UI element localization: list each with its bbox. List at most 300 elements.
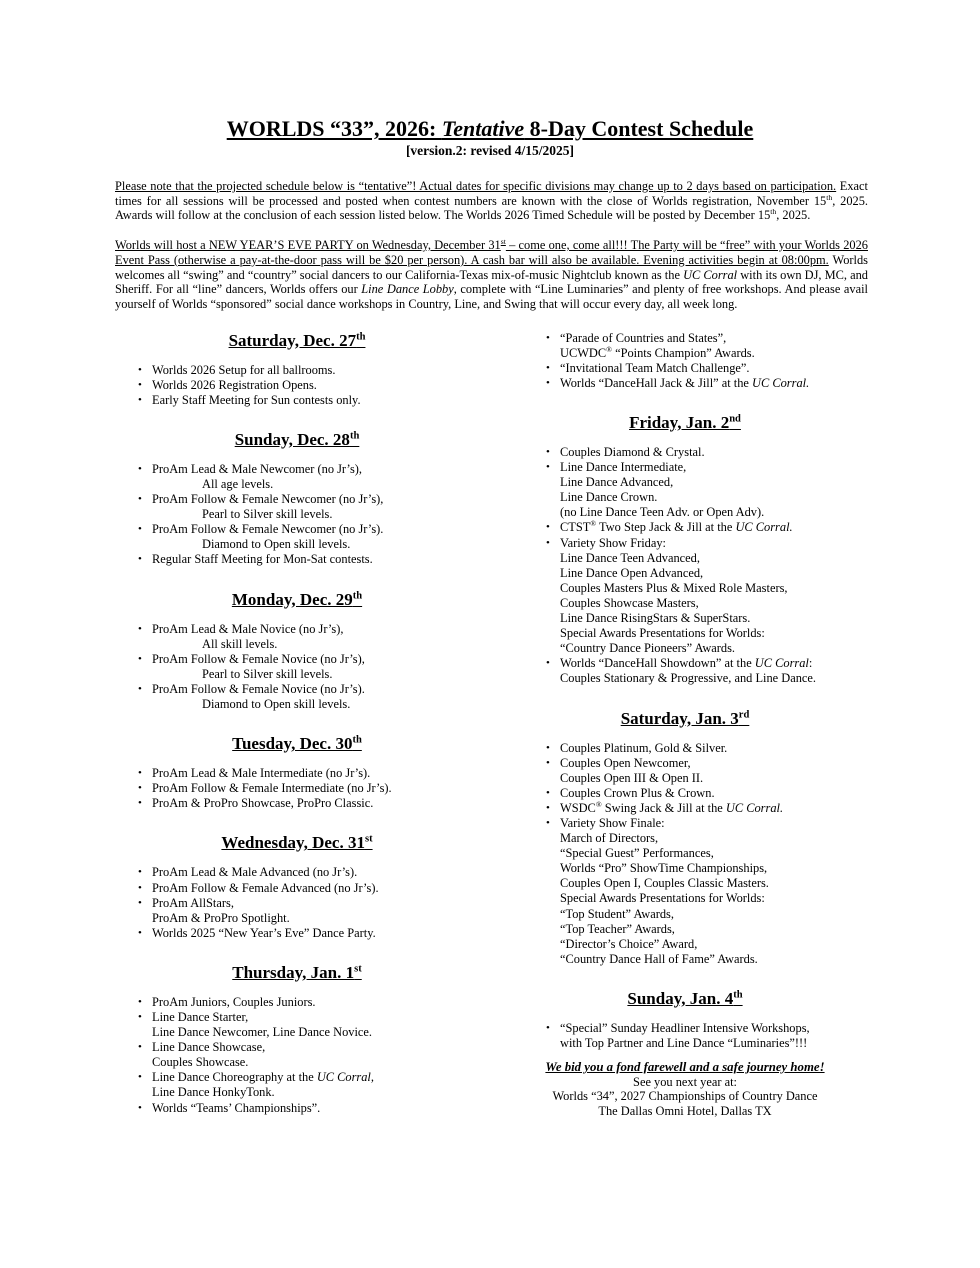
item-lines [560,460,830,520]
text-segment: March of Directors, [560,831,659,846]
farewell-line: We bid you a fond farewell and a safe journey home! [545,1060,825,1075]
schedule-line [152,507,462,522]
schedule-item [132,1101,462,1116]
bullet-icon: • [546,756,550,769]
schedule-line [152,1025,462,1040]
item-lines [152,926,462,941]
italic-text: UC Corral, [316,1070,374,1085]
text-segment: ProAm & ProPro Spotlight. [152,910,290,925]
text-segment: Couples Masters Plus & Mixed Role Masters, [560,580,788,595]
text-segment: Worlds welcomes all “swing” and “country” social dancers to our California-Texas mix-of-music Nightclub known as the [115,252,868,282]
bullet-icon: • [546,741,550,754]
text-segment: ProAm Lead & Male Intermediate (no Jr’s). [152,766,371,781]
text-segment: with its own DJ, MC, and Sheriff. For all “line” dancers, Worlds offers our [115,267,868,297]
schedule-line [152,697,462,712]
text-segment: Please note that the projected schedule below is “tentative”! Actual dates for specific divisions may change up to 2 days based on participation. [115,179,837,193]
text-segment: with Top Partner and Line Dance “Luminaries”!!! [560,1036,808,1050]
text-segment: Couples Open III & Open II. [560,770,704,785]
text-segment: Regular Staff Meeting for Mon-Sat contests. [152,552,373,567]
day-heading [132,590,462,610]
text-segment: Worlds “DanceHall Jack & Jill” at the [560,375,753,390]
schedule-line [560,891,830,906]
item-lines [152,896,462,926]
day-section [132,590,462,713]
schedule-line [560,771,830,786]
superscript-text: ® [606,344,612,354]
text-segment: Couples Open I, Couples Classic Masters. [560,876,769,891]
schedule-item [132,462,462,492]
item-lines [152,781,462,796]
bullet-icon: • [138,378,142,391]
schedule-line [560,361,830,376]
bullet-icon: • [546,521,550,534]
bullet-icon: • [138,881,142,894]
schedule-item [540,536,830,657]
text-segment: ProAm Follow & Female Newcomer (no Jr’s). [152,522,384,537]
text-segment: “Special” Sunday Headliner Intensive Workshops, [560,1020,810,1035]
text-segment: , complete with “Line Luminaries” and plenty of free workshops. And please avail yourself of Worlds “sponsored” social dance workshops in Country, Line, and Swing that will occur every day, all week long. [115,282,868,311]
schedule-line [560,656,830,671]
text-segment: “Country Dance Hall of Fame” Awards. [560,951,758,966]
schedule-line [152,477,462,492]
ordinal-suffix: th [352,734,362,746]
schedule-list [540,741,830,967]
day-section [132,963,462,1116]
bullet-icon: • [138,393,142,406]
text-segment: Swing Jack & Jill at the [601,800,726,815]
item-lines [152,552,462,567]
schedule-line [152,363,462,378]
italic-text: UC Corral. [725,800,784,815]
intro-paragraphs [115,179,868,312]
schedule-item [540,816,830,967]
item-lines [152,492,462,522]
schedule-line [152,926,462,941]
text-segment: Exact times for all sessions will be processed and posted when contest numbers are known with the close of Worlds registration, November 15 [115,179,868,208]
text-segment: Line Dance Open Advanced, [560,565,704,580]
bullet-icon: • [138,896,142,909]
day-heading [132,734,462,754]
day-section [540,989,830,1051]
text-segment: : [808,656,813,671]
text-segment: Variety Show Finale: [560,815,665,830]
schedule-line [152,462,462,477]
text-segment: Couples Showcase. [152,1055,249,1070]
schedule-line [560,581,830,596]
item-lines [560,756,830,786]
italic-text: UC Corral. [735,520,793,535]
schedule-line [560,596,830,611]
schedule-item [132,865,462,880]
schedule-line [560,490,830,505]
schedule-line [560,626,830,641]
version-line: [version.2: revised 4/15/2025] [405,143,575,158]
bullet-icon: • [546,657,550,670]
bullet-icon: • [138,1101,142,1114]
schedule-line [560,376,830,391]
title-text-pre: WORLDS “33”, 2026: [226,116,442,141]
text-segment: Diamond to Open skill levels. [202,697,351,712]
text-segment: Line Dance Choreography at the [152,1070,317,1085]
schedule-line [560,551,830,566]
schedule-list [540,331,830,391]
day-heading [132,430,462,450]
ordinal-suffix: th [352,589,363,601]
text-segment: Worlds will host a NEW YEAR’S EVE PARTY on Wednesday, December 31 [115,238,501,253]
schedule-line [152,682,462,697]
bullet-icon: • [546,376,550,389]
schedule-line [152,552,462,567]
text-segment: ProAm AllStars, [152,895,234,910]
text-segment: All age levels. [202,477,274,491]
schedule-item [132,995,462,1010]
schedule-line [152,1070,462,1085]
bullet-icon: • [138,767,142,780]
schedule-item [132,881,462,896]
day-section [540,331,830,391]
bullet-icon: • [138,866,142,879]
schedule-item [132,926,462,941]
bullet-icon: • [546,816,550,829]
day-heading-text: Thursday, Jan. 1 [232,962,355,982]
schedule-item [132,393,462,408]
schedule-item [540,656,830,686]
schedule-item [132,682,462,712]
text-segment: Couples Stationary & Progressive, and Line Dance. [560,671,817,686]
schedule-line [560,786,830,801]
bullet-icon: • [546,536,550,549]
schedule-line [152,865,462,880]
schedule-line [152,881,462,896]
italic-text: UC Corral [754,656,809,671]
day-heading [132,331,462,351]
text-segment: “Invitational Team Match Challenge”. [560,360,750,375]
item-lines [152,796,462,811]
text-segment: Worlds “Teams’ Championships”. [152,1100,321,1115]
bullet-icon: • [138,553,142,566]
ordinal-suffix: st [364,833,373,845]
text-segment: Couples Platinum, Gold & Silver. [560,740,728,755]
item-lines [152,766,462,781]
schedule-item [540,1021,830,1051]
text-segment: Worlds “DanceHall Showdown” at the [560,656,755,671]
schedule-item [540,786,830,801]
item-lines [152,1070,462,1100]
text-segment: Pearl to Silver skill levels. [202,507,333,522]
schedule-list [132,622,462,713]
schedule-line [152,492,462,507]
ordinal-suffix: nd [729,413,741,425]
bullet-icon: • [138,995,142,1008]
text-segment: Line Dance Intermediate, [560,460,687,475]
schedule-line [560,331,830,346]
bullet-icon: • [138,797,142,810]
schedule-line [560,566,830,581]
bullet-icon: • [546,461,550,474]
schedule-item [132,796,462,811]
text-segment: ProAm Lead & Male Newcomer (no Jr’s), [152,461,363,476]
schedule-line [152,1055,462,1070]
bullet-icon: • [138,652,142,665]
schedule-item [540,520,830,535]
item-lines [560,445,830,460]
text-segment: ProAm Follow & Female Novice (no Jr’s). [152,681,365,696]
item-lines [560,801,830,816]
text-segment: Worlds “Pro” ShowTime Championships, [560,861,768,876]
item-lines [152,682,462,712]
schedule-line [560,460,830,475]
item-lines [152,652,462,682]
day-heading-text: Sunday, Jan. 4 [627,988,734,1008]
item-lines [560,656,830,686]
schedule-line [152,896,462,911]
italic-text: Line Dance Lobby [361,282,454,297]
schedule-line [152,1010,462,1025]
text-segment: Early Staff Meeting for Sun contests only. [152,392,361,407]
item-lines [152,462,462,492]
ordinal-suffix: st [354,963,362,975]
item-lines [152,378,462,393]
bullet-icon: • [138,1071,142,1084]
intro-paragraph [115,179,868,223]
bullet-icon: • [546,1021,550,1034]
schedule-column-right [540,331,830,1119]
bullet-icon: • [546,801,550,814]
text-segment: ProAm Follow & Female Novice (no Jr’s), [152,651,365,666]
day-heading [132,833,462,853]
schedule-line [560,611,830,626]
superscript-text: th [826,192,833,202]
bullet-icon: • [138,462,142,475]
day-heading-text: Wednesday, Dec. 31 [221,833,365,853]
schedule-item [540,741,830,756]
text-segment: Couples Showcase Masters, [560,595,699,610]
day-section [540,413,830,687]
text-segment: Line Dance Crown. [560,490,658,505]
item-lines [560,376,830,391]
item-lines [152,995,462,1010]
schedule-line [560,846,830,861]
day-section [132,331,462,408]
day-heading [540,709,830,729]
schedule-line [152,1101,462,1116]
schedule-line [152,1085,462,1100]
text-segment: Line Dance RisingStars & SuperStars. [560,611,751,626]
schedule-columns [0,331,980,1119]
bullet-icon: • [138,523,142,536]
item-lines [152,865,462,880]
item-lines [560,1021,830,1051]
item-lines [152,622,462,652]
item-lines [152,522,462,552]
document-title [0,116,980,142]
text-segment: Line Dance Teen Advanced, [560,550,700,565]
bullet-icon: • [138,493,142,506]
ordinal-suffix: th [356,330,366,342]
schedule-line [152,652,462,667]
text-segment: ProAm Lead & Male Advanced (no Jr’s). [152,865,358,880]
schedule-line [560,922,830,937]
text-segment: Line Dance Showcase, [152,1040,266,1055]
schedule-list [132,995,462,1116]
item-lines [152,1101,462,1116]
schedule-line [560,937,830,952]
schedule-line [560,831,830,846]
schedule-line [560,671,830,686]
schedule-line [152,781,462,796]
item-lines [560,331,830,361]
schedule-line [560,1036,830,1051]
schedule-line [152,1040,462,1055]
text-segment: “Director’s Choice” Award, [560,936,698,951]
item-lines [560,520,830,535]
text-segment: ProAm Follow & Female Intermediate (no Jr’s). [152,781,392,796]
schedule-item [132,896,462,926]
text-segment: “Top Student” Awards, [560,906,674,921]
day-heading [540,989,830,1009]
schedule-line [560,536,830,551]
schedule-item [132,363,462,378]
schedule-line [560,952,830,967]
text-segment: Worlds 2026 Setup for all ballrooms. [152,362,336,377]
day-section [132,430,462,568]
text-segment: WSDC [560,800,596,815]
schedule-line [152,796,462,811]
text-segment: Couples Crown Plus & Crown. [560,785,715,800]
schedule-line [560,475,830,490]
text-segment: Two Step Jack & Jill at the [596,520,736,535]
text-segment: Special Awards Presentations for Worlds: [560,626,765,641]
schedule-line [152,537,462,552]
text-segment: “Country Dance Pioneers” Awards. [560,641,736,656]
see-you-line: See you next year at: [633,1074,737,1089]
superscript-text: th [770,207,777,217]
schedule-item [132,378,462,393]
schedule-line [560,801,830,816]
day-heading-text: Saturday, Dec. 27 [228,330,357,350]
text-segment: , 2025. Awards will follow at the conclusion of each session listed below. The Worlds 2026 Timed Schedule will be posted by December 15 [115,193,869,223]
schedule-item [540,376,830,391]
schedule-item [132,1070,462,1100]
item-lines [152,881,462,896]
schedule-line [152,766,462,781]
text-segment: Diamond to Open skill levels. [202,537,351,552]
ordinal-suffix: th [349,430,360,442]
bullet-icon: • [138,1010,142,1023]
schedule-item [540,801,830,816]
schedule-line [560,816,830,831]
schedule-line [560,756,830,771]
bullet-icon: • [138,782,142,795]
schedule-item [540,460,830,520]
text-segment: – come one, come all!!! The Party will be “free” with your Worlds 2026 Event Pass (otherwise a pay-at-the-door pass will be $20 per person). A cash bar will also be available. Evening activities begin at 08:00pm. [115,238,868,267]
text-segment: Couples Diamond & Crystal. [560,445,705,459]
item-lines [560,361,830,376]
schedule-list [540,445,830,687]
text-segment: ProAm Follow & Female Newcomer (no Jr’s), [152,492,384,507]
schedule-item [132,766,462,781]
intro-paragraph [115,238,868,312]
superscript-text: ® [595,799,602,809]
item-lines [560,536,830,657]
text-segment: (no Line Dance Teen Adv. or Open Adv). [560,505,765,520]
text-segment: Couples Open Newcomer, [560,755,691,770]
day-heading-text: Friday, Jan. 2 [629,413,730,432]
item-lines [560,741,830,756]
item-lines [560,786,830,801]
schedule-line [152,995,462,1010]
schedule-line [560,1021,830,1036]
italic-text: UC Corral. [752,375,810,390]
item-lines [152,1010,462,1040]
item-lines [560,816,830,967]
schedule-item [540,445,830,460]
day-heading-text: Sunday, Dec. 28 [234,429,350,449]
schedule-list [132,766,462,811]
schedule-line [560,520,830,535]
schedule-line [560,346,830,361]
schedule-list [540,1021,830,1051]
schedule-line [152,637,462,652]
text-segment: ProAm & ProPro Showcase, ProPro Classic. [152,796,374,811]
schedule-item [540,756,830,786]
ordinal-suffix: th [733,989,743,1001]
schedule-line [560,876,830,891]
superscript-text: ® [590,519,597,529]
bullet-icon: • [138,926,142,939]
schedule-item [132,652,462,682]
schedule-item [132,492,462,522]
day-heading-text: Tuesday, Dec. 30 [232,734,353,754]
text-segment: “Parade of Countries and States”, [560,330,727,345]
schedule-line [152,667,462,682]
text-segment: UCWDC [560,345,607,360]
text-segment: “Special Guest” Performances, [560,846,714,861]
schedule-line [152,378,462,393]
text-segment: Special Awards Presentations for Worlds: [560,891,765,906]
closing-block [540,1060,830,1118]
bullet-icon: • [138,363,142,376]
text-segment: Worlds 2026 Registration Opens. [152,377,317,392]
schedule-line [152,622,462,637]
day-heading [132,963,462,983]
text-segment: , 2025. [776,208,811,223]
text-segment: Line Dance HonkyTonk. [152,1085,275,1100]
schedule-item [132,1010,462,1040]
schedule-list [132,865,462,940]
text-segment: “Top Teacher” Awards, [560,921,675,936]
text-segment: ProAm Juniors, Couples Juniors. [152,994,316,1009]
next-event-line: Worlds “34”, 2027 Championships of Country Dance [552,1089,818,1104]
schedule-line [560,445,830,460]
text-segment: Worlds 2025 “New Year’s Eve” Dance Party. [152,925,376,940]
day-heading [540,413,830,433]
venue-line: The Dallas Omni Hotel, Dallas TX [598,1103,772,1118]
day-section [132,734,462,811]
schedule-line [560,505,830,520]
bullet-icon: • [546,446,550,458]
item-lines [152,393,462,408]
schedule-item [132,522,462,552]
bullet-icon: • [546,331,550,344]
schedule-item [132,622,462,652]
schedule-list [132,363,462,408]
day-section [132,833,462,940]
superscript-text: st [500,236,506,246]
schedule-line [152,911,462,926]
schedule-item [540,361,830,376]
schedule-line [560,907,830,922]
